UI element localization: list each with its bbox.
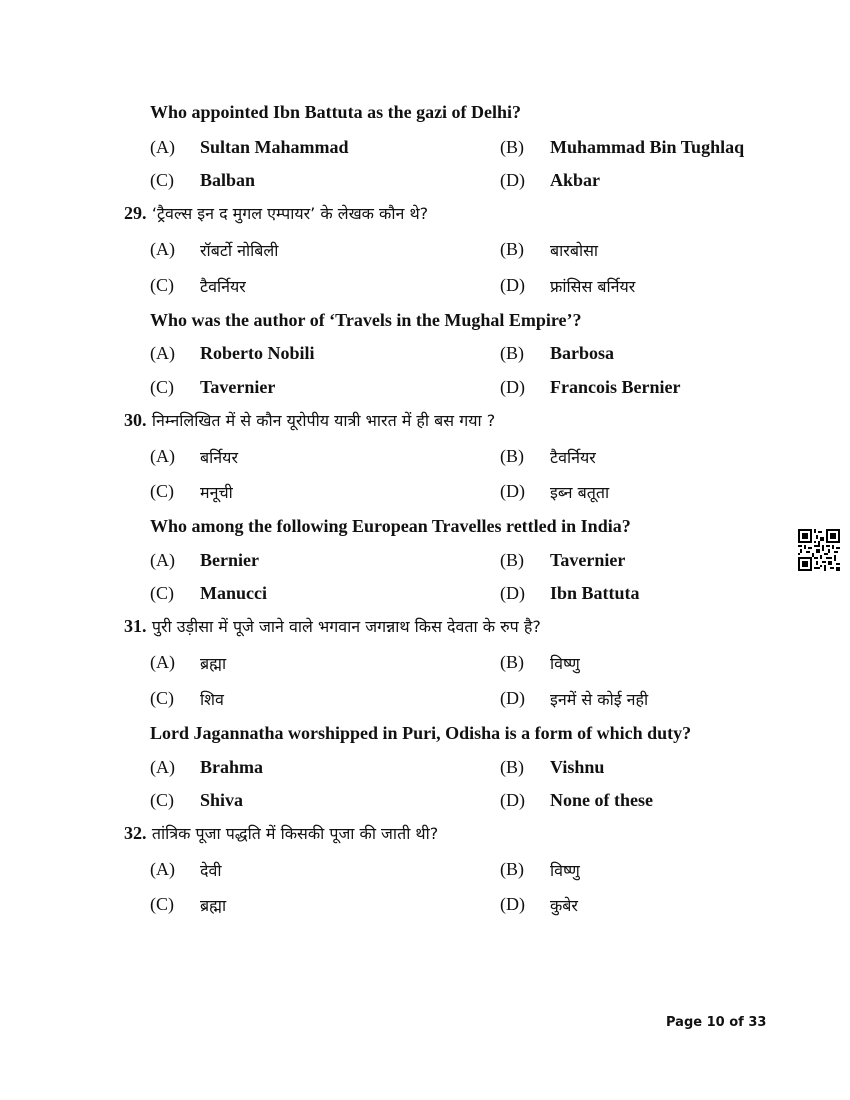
- question-31-english: Lord Jagannatha worshipped in Puri, Odisha is a form of which duty?: [150, 723, 692, 743]
- q29-hi-option-a: रॉबर्टो नोबिली: [200, 241, 279, 260]
- q31-hi-option-c-label: (C): [150, 688, 174, 708]
- question-28-english: Who appointed Ibn Battuta as the gazi of Delhi?: [150, 102, 522, 122]
- q29-en-option-b-label: (B): [500, 343, 524, 363]
- page-of: of: [729, 1015, 744, 1030]
- question-text-hindi: ‘ट्रैवल्स इन द मुगल एम्पायर’ के लेखक कौन थे?: [151, 204, 429, 223]
- q30-hi-option-c-label: (C): [150, 481, 174, 501]
- q31-en-option-c-label: (C): [150, 790, 174, 810]
- question-31-hindi: [124, 616, 541, 637]
- q32-hi-option-a-label: (A): [150, 859, 175, 879]
- q32-hi-option-c-label: (C): [150, 894, 174, 914]
- q28-en-option-c-label: (C): [150, 170, 174, 190]
- q29-hi-option-c: टैवर्नियर: [200, 277, 246, 296]
- q28-en-option-c: Balban: [200, 170, 256, 190]
- q32-hi-option-d: कुबेर: [550, 896, 578, 915]
- q29-en-option-c-label: (C): [150, 377, 174, 397]
- q30-en-option-c-label: (C): [150, 583, 174, 603]
- q29-hi-option-c-label: (C): [150, 275, 174, 295]
- q31-hi-option-d-label: (D): [500, 688, 525, 708]
- q31-en-option-b: Vishnu: [550, 757, 605, 777]
- q30-en-option-d: Ibn Battuta: [550, 583, 640, 603]
- question-number: 32.: [124, 823, 147, 843]
- page-footer: [666, 1015, 766, 1030]
- page-current: 10: [706, 1015, 725, 1030]
- page-total: 33: [748, 1015, 767, 1030]
- q31-hi-option-a: ब्रह्मा: [200, 654, 227, 673]
- q30-en-option-a: Bernier: [200, 550, 259, 570]
- q30-hi-option-b: टैवर्नियर: [550, 448, 596, 467]
- question-32-hindi: [124, 823, 438, 844]
- q32-hi-option-b-label: (B): [500, 859, 524, 879]
- q29-en-option-b: Barbosa: [550, 343, 615, 363]
- question-29-hindi: [124, 203, 428, 224]
- q29-en-option-d-label: (D): [500, 377, 525, 397]
- question-30-english: Who among the following European Travelles rettled in India?: [150, 516, 631, 536]
- q31-en-option-d: None of these: [550, 790, 653, 810]
- question-text-hindi: पुरी उड़ीसा में पूजे जाने वाले भगवान जगन्नाथ किस देवता के रुप है?: [151, 617, 541, 636]
- q32-hi-option-d-label: (D): [500, 894, 525, 914]
- q30-hi-option-a: बर्नियर: [200, 448, 238, 467]
- q28-en-option-b: Muhammad Bin Tughlaq: [550, 137, 745, 157]
- q29-en-option-d: Francois Bernier: [550, 377, 681, 397]
- q29-en-option-a-label: (A): [150, 343, 175, 363]
- q30-en-option-b-label: (B): [500, 550, 524, 570]
- q31-hi-option-c: शिव: [200, 690, 224, 709]
- q29-hi-option-d: फ्रांसिस बर्नियर: [550, 277, 636, 296]
- q30-hi-option-d: इब्न बतूता: [550, 483, 610, 502]
- q31-hi-option-a-label: (A): [150, 652, 175, 672]
- question-text-hindi: तांत्रिक पूजा पद्धति में किसकी पूजा की जाती थी?: [151, 824, 439, 843]
- q28-en-option-b-label: (B): [500, 137, 524, 157]
- q30-hi-option-c: मनूची: [200, 483, 233, 502]
- q31-en-option-a-label: (A): [150, 757, 175, 777]
- q28-en-option-a: Sultan Mahammad: [200, 137, 349, 157]
- q30-hi-option-d-label: (D): [500, 481, 525, 501]
- q29-hi-option-a-label: (A): [150, 239, 175, 259]
- q28-en-option-d: Akbar: [550, 170, 601, 190]
- question-text-hindi: निम्नलिखित में से कौन यूरोपीय यात्री भारत में ही बस गया ?: [151, 411, 496, 430]
- q31-hi-option-d: इनमें से कोई नही: [550, 690, 649, 709]
- q29-hi-option-d-label: (D): [500, 275, 525, 295]
- q28-en-option-d-label: (D): [500, 170, 525, 190]
- q30-hi-option-a-label: (A): [150, 446, 175, 466]
- q31-en-option-b-label: (B): [500, 757, 524, 777]
- question-number: 31.: [124, 616, 147, 636]
- question-30-hindi: [124, 410, 495, 431]
- qr-code-icon: [798, 529, 840, 571]
- q31-en-option-d-label: (D): [500, 790, 525, 810]
- q29-hi-option-b: बारबोसा: [550, 241, 599, 260]
- q30-en-option-d-label: (D): [500, 583, 525, 603]
- q31-hi-option-b: विष्णु: [550, 654, 580, 673]
- q30-en-option-a-label: (A): [150, 550, 175, 570]
- q31-en-option-c: Shiva: [200, 790, 244, 810]
- q30-en-option-c: Manucci: [200, 583, 267, 603]
- q32-hi-option-c: ब्रह्मा: [200, 896, 227, 915]
- q29-hi-option-b-label: (B): [500, 239, 524, 259]
- q29-en-option-c: Tavernier: [200, 377, 276, 397]
- q31-hi-option-b-label: (B): [500, 652, 524, 672]
- question-29-english: Who was the author of ‘Travels in the Mughal Empire’?: [150, 310, 582, 330]
- q32-hi-option-a: देवी: [200, 861, 222, 880]
- q28-en-option-a-label: (A): [150, 137, 175, 157]
- q31-en-option-a: Brahma: [200, 757, 263, 777]
- q30-en-option-b: Tavernier: [550, 550, 626, 570]
- question-number: 29.: [124, 203, 147, 223]
- q30-hi-option-b-label: (B): [500, 446, 524, 466]
- q29-en-option-a: Roberto Nobili: [200, 343, 315, 363]
- page-prefix: Page: [666, 1015, 703, 1030]
- question-number: 30.: [124, 410, 147, 430]
- q32-hi-option-b: विष्णु: [550, 861, 580, 880]
